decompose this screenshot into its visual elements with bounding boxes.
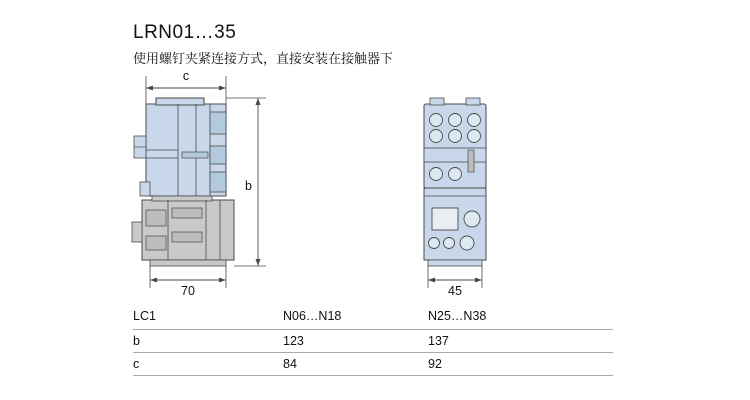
table-row — [133, 330, 613, 353]
table-header-cell-0: LC1 — [133, 309, 156, 323]
dim-label-depth: 70 — [181, 284, 195, 298]
row-b-value-n25: 137 — [428, 330, 613, 353]
row-c-value-n06: 84 — [283, 353, 428, 376]
dimension-table — [133, 305, 613, 376]
row-b-value-n06: 123 — [283, 330, 428, 353]
row-c-value-n25: 92 — [428, 353, 613, 376]
page-subtitle: 使用螺钉夹紧连接方式，直接安装在接触器下 — [133, 51, 394, 66]
dim-label-b: b — [245, 179, 252, 193]
row-label-c: c — [133, 353, 283, 376]
row-label-b: b — [133, 330, 283, 353]
table-row — [133, 353, 613, 376]
table-header-cell-1: N06…N18 — [283, 309, 342, 323]
dim-label-c: c — [182, 69, 190, 83]
table-header-row — [133, 305, 613, 330]
dim-label-front-width: 45 — [448, 284, 462, 298]
table-header-cell-2: N25…N38 — [428, 309, 487, 323]
page-title: LRN01…35 — [133, 22, 237, 43]
